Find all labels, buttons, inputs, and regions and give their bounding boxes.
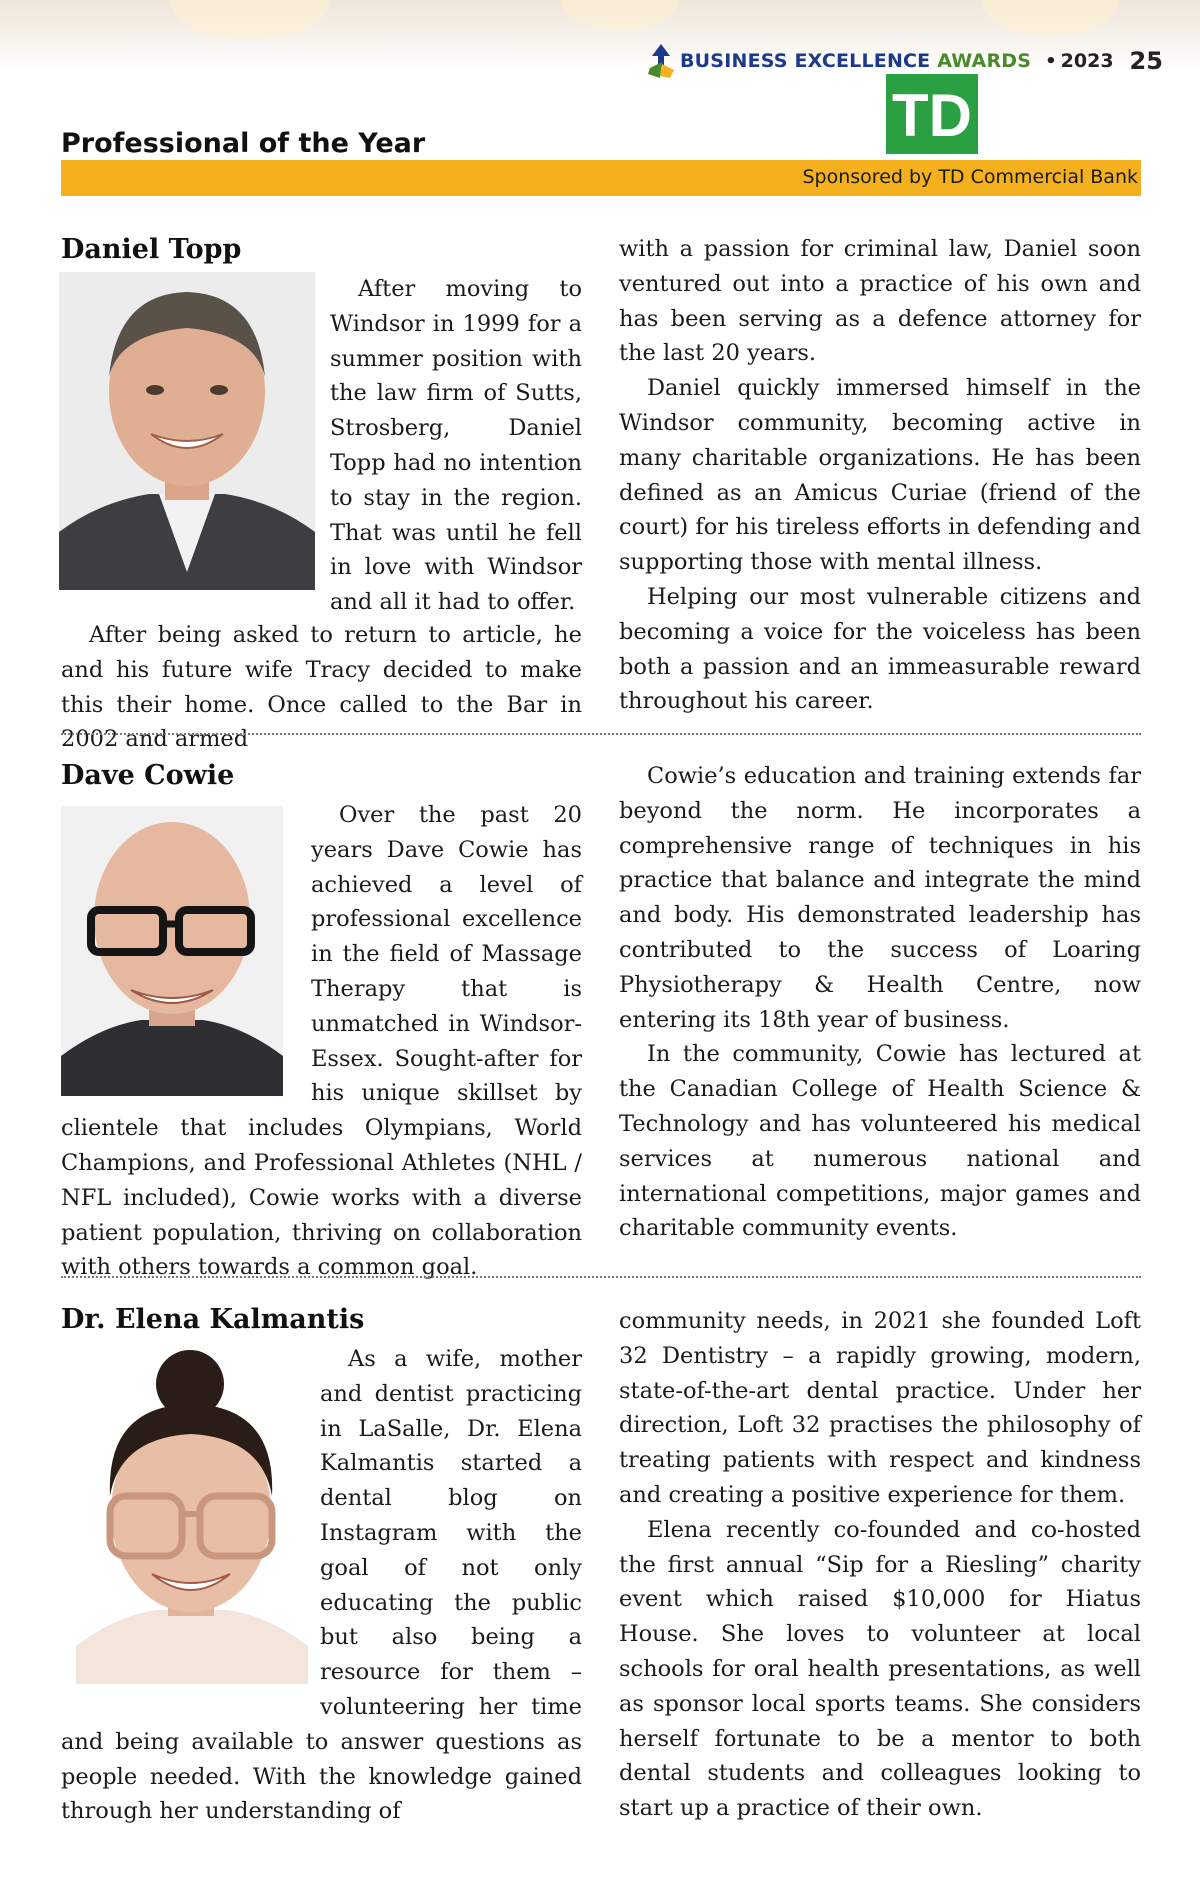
publication-year: 2023 (1060, 50, 1114, 72)
profile-daniel-topp-intro: After moving to Windsor in 1999 for a summer position with the law firm of Sutts, Strosberg, Daniel Topp had no intention to stay in the region. That was until he fell in love with Windsor and all it had to offer. (330, 276, 582, 616)
td-logo (886, 74, 978, 154)
profile-elena-kalmantis-right-text: community needs, in 2021 she founded Loft 32 Dentistry – a rapidly growing, modern, state-of-the-art dental practice. Under her direction, Loft 32 practises the philosophy of treating patients with respect and kindness and creating a positive experience for them. Elena recently co-founded and co-hosted the first annual “Sip for a Riesling” charity event which raised $10,000 for Hiatus House. She loves to volunteer at local schools for oral health presentations, as well as sponsor local sports teams. She considers herself fortunate to be a mentor to both dental students and colleagues looking to start up a practice of their own. (619, 1308, 1141, 1822)
profile-dave-cowie-right-text: Cowie’s education and training extends far beyond the norm. He incorporates a comprehensive range of techniques in his practice that balance and integrate the mind and body. His demonstrated leadership has contributed to the success of Loaring Physiotherapy & Health Centre, now entering its 18th year of business. In the community, Cowie has lectured at the Canadian College of Health Science & Technology and has volunteered his medical services at numerous national and international competitions, major games and charitable community events. (619, 763, 1141, 1242)
td-logo-icon (886, 74, 978, 154)
profile-elena-kalmantis-intro: As a wife, mother and dentist practicing in LaSalle, Dr. Elena Kalmantis started a dental blog on Instagram with the goal of not only educating the public but also being a resource for them – volunteering her time and being available to answer questions as people needed. With the knowledge gained through her understanding of (61, 1342, 582, 1829)
section-divider (61, 1276, 1141, 1278)
photo-spacer (61, 1342, 320, 1690)
profile-daniel-topp-right-text: with a passion for criminal law, Daniel soon ventured out into a practice of his own and has been serving as a defence attorney for the last 20 years. Daniel quickly immersed himself in the Windsor community, becoming active in many charitable organizations. He has been defined as an Amicus Curiae (friend of the court) for his tireless efforts in defending and supporting those with mental illness. Helping our most vulnerable citizens and becoming a voice for the voiceless has been both a passion and an immeasurable reward throughout his career. (619, 236, 1141, 715)
business-excellence-logo-icon (648, 44, 674, 78)
publication-header (648, 44, 1163, 78)
portrait-daniel-topp (59, 272, 315, 590)
profile-daniel-topp-left-text: After being asked to return to article, he and his future wife Tracy decided to make this their home. Once called to the Bar in 2002 and armed (61, 622, 582, 753)
section-divider (61, 733, 1141, 735)
sponsor-text: Sponsored by TD Commercial Bank (802, 166, 1138, 188)
svg-text:TD: TD (892, 82, 972, 149)
page-number: 25 (1129, 47, 1163, 75)
profile-name-daniel-topp: Daniel Topp (61, 234, 242, 265)
profile-name-elena-kalmantis: Dr. Elena Kalmantis (61, 1304, 365, 1335)
section-title: Professional of the Year (61, 128, 426, 159)
publication-title: BUSINESS EXCELLENCE AWARDS (680, 50, 1032, 72)
header-separator: • (1045, 50, 1057, 72)
sponsor-bar (61, 160, 1141, 196)
profile-name-dave-cowie: Dave Cowie (61, 760, 235, 791)
profile-dave-cowie-intro-top: Over the past 20 years Dave Cowie has achieved a level of professional excellence in the field of Massage Therapy that is unmatched in Windsor-Essex. Sought-after for his unique skillset by clientele that includes Olympians, World Champions, and Professional Athletes (NHL / NFL included), Cowie works with a diverse patient population, thriving on collaboration with others towards a common goal. (61, 798, 582, 1285)
